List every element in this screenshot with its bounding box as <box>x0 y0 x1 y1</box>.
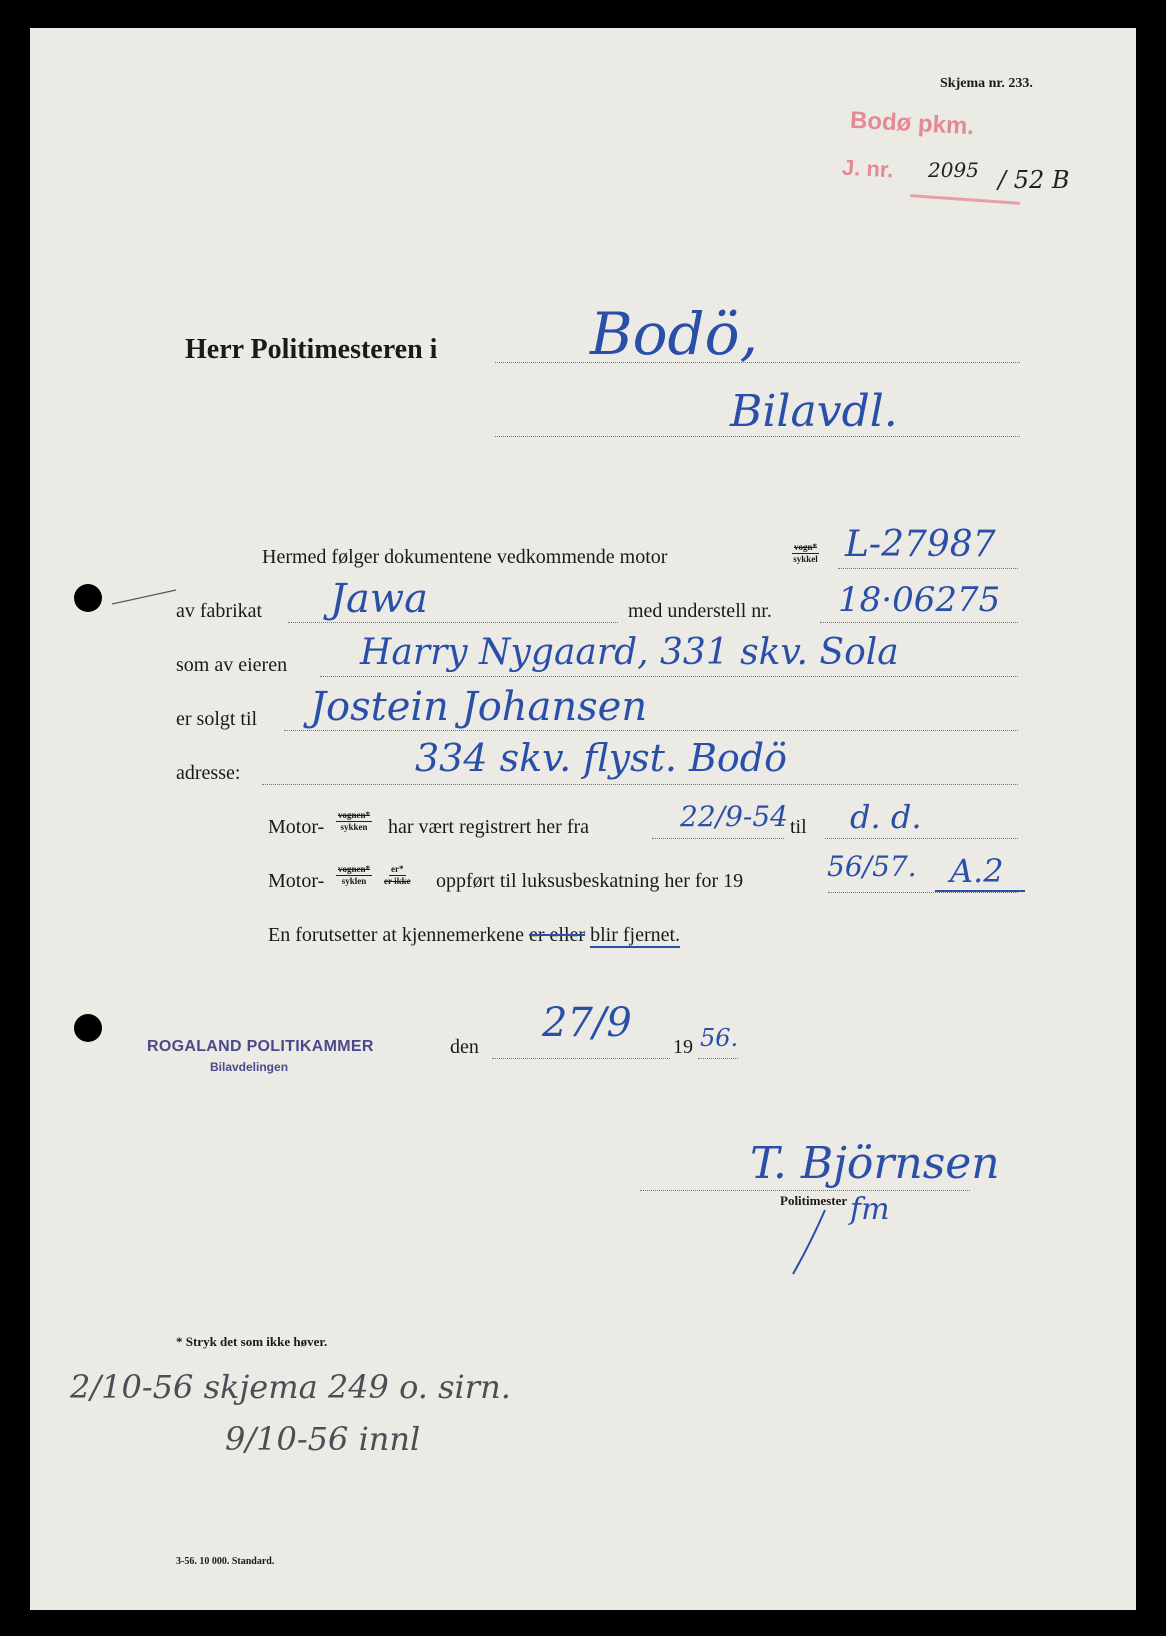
sold-to-dots <box>284 730 1018 731</box>
buyer-address: 334 skv. flyst. Bodö <box>415 736 788 780</box>
year-dots <box>698 1058 738 1059</box>
pencil-mark <box>110 588 180 608</box>
line6-frac-bottom: sykken <box>340 822 368 832</box>
chassis-dots <box>820 622 1018 623</box>
tax-code: A.2 <box>950 852 1004 890</box>
previous-owner: Harry Nygaard, 331 skv. Sola <box>360 632 899 673</box>
line7-frac2-top: er* <box>391 864 404 874</box>
line1-dots <box>838 568 1018 569</box>
line1-text: Hermed følger dokumentene vedkommende motor <box>262 546 668 568</box>
pencil-note-1: 2/10-56 skjema 249 o. sirn. <box>70 1368 511 1406</box>
sold-to-label: er solgt til <box>176 708 258 730</box>
signature-sub: fm <box>850 1192 890 1227</box>
signature-flourish <box>785 1208 845 1278</box>
line6-motor: Motor- <box>268 816 325 838</box>
line8-text <box>268 924 680 947</box>
line7-dots <box>828 892 1018 893</box>
year-prefix: 19 <box>673 1036 693 1058</box>
line6-fraction <box>336 810 372 833</box>
line6-from-dots <box>652 838 784 839</box>
punch-hole-top <box>74 584 102 612</box>
address-label: adresse: <box>176 762 241 784</box>
registered-to: d. d. <box>850 798 922 836</box>
registration-number: L-27987 <box>845 524 996 565</box>
line7-frac2-bottom: er ikke <box>384 876 411 886</box>
signature-title: Politimester <box>780 1193 848 1208</box>
line1-frac-bottom: sykkel <box>793 554 818 564</box>
footer-print-info: 3-56. 10 000. Standard. <box>176 1556 275 1567</box>
document-page <box>30 28 1136 1610</box>
punch-hole-bottom <box>74 1014 102 1042</box>
registered-from: 22/9-54 <box>680 800 788 833</box>
department: Bilavdl. <box>730 386 898 437</box>
line7-motor: Motor- <box>268 870 325 892</box>
date-label: den <box>450 1036 479 1058</box>
line8-part-a: En forutsetter at kjennemerkene <box>268 924 524 946</box>
manufacturer-dots <box>288 622 618 623</box>
line6-text: har vært registrert her fra <box>388 816 590 838</box>
line7-fraction-2 <box>384 864 411 887</box>
line7-frac1-top: vognen* <box>338 864 371 874</box>
pencil-note-2: 9/10-56 innl <box>225 1420 421 1458</box>
salutation: Herr Politimesteren i <box>185 334 438 365</box>
line1-vehicle-fraction <box>792 542 819 565</box>
line6-to-dots <box>825 838 1018 839</box>
red-stamp-journal-suffix: / 52 B <box>998 166 1070 194</box>
signature: T. Björnsen <box>750 1138 1000 1189</box>
line1-frac-top: vogn* <box>794 542 818 552</box>
owner-label: som av eieren <box>176 654 288 676</box>
date-day-month: 27/9 <box>542 1000 632 1046</box>
blue-stamp-office: ROGALAND POLITIKAMMER <box>147 1038 374 1055</box>
salutation-city: Bodö, <box>590 300 759 368</box>
red-stamp-journal-number: 2095 <box>928 158 979 182</box>
manufacturer-label: av fabrikat <box>176 600 263 622</box>
form-number: Skjema nr. 233. <box>940 76 1033 91</box>
line6-frac-top: vognen* <box>338 810 371 820</box>
line7-text: oppført til luksusbeskatning her for 19 <box>436 870 744 892</box>
owner-dots <box>320 676 1018 677</box>
line8-struck: er eller <box>529 924 586 946</box>
red-stamp-journal-label: J. nr. <box>841 154 895 183</box>
signature-line <box>640 1190 970 1191</box>
manufacturer: Jawa <box>330 576 428 622</box>
red-stamp-underline <box>910 194 1020 205</box>
line6-til: til <box>790 816 807 838</box>
date-dots <box>492 1058 670 1059</box>
blue-stamp-dept: Bilavdelingen <box>210 1060 289 1074</box>
chassis-number: 18·06275 <box>838 580 1001 620</box>
tax-code-underline <box>935 890 1025 892</box>
line8-part-b: blir fjernet. <box>590 924 681 946</box>
footnote: * Stryk det som ikke høver. <box>176 1334 328 1349</box>
tax-year: 56/57. <box>827 850 917 883</box>
address-dots <box>262 784 1018 785</box>
red-stamp-office: Bodø pkm. <box>849 106 975 141</box>
chassis-label: med understell nr. <box>628 600 772 622</box>
line7-frac1-bottom: syklen <box>341 876 367 886</box>
year-suffix: 56. <box>700 1024 739 1052</box>
line7-fraction-1 <box>336 864 372 887</box>
buyer-name: Jostein Johansen <box>310 684 648 730</box>
